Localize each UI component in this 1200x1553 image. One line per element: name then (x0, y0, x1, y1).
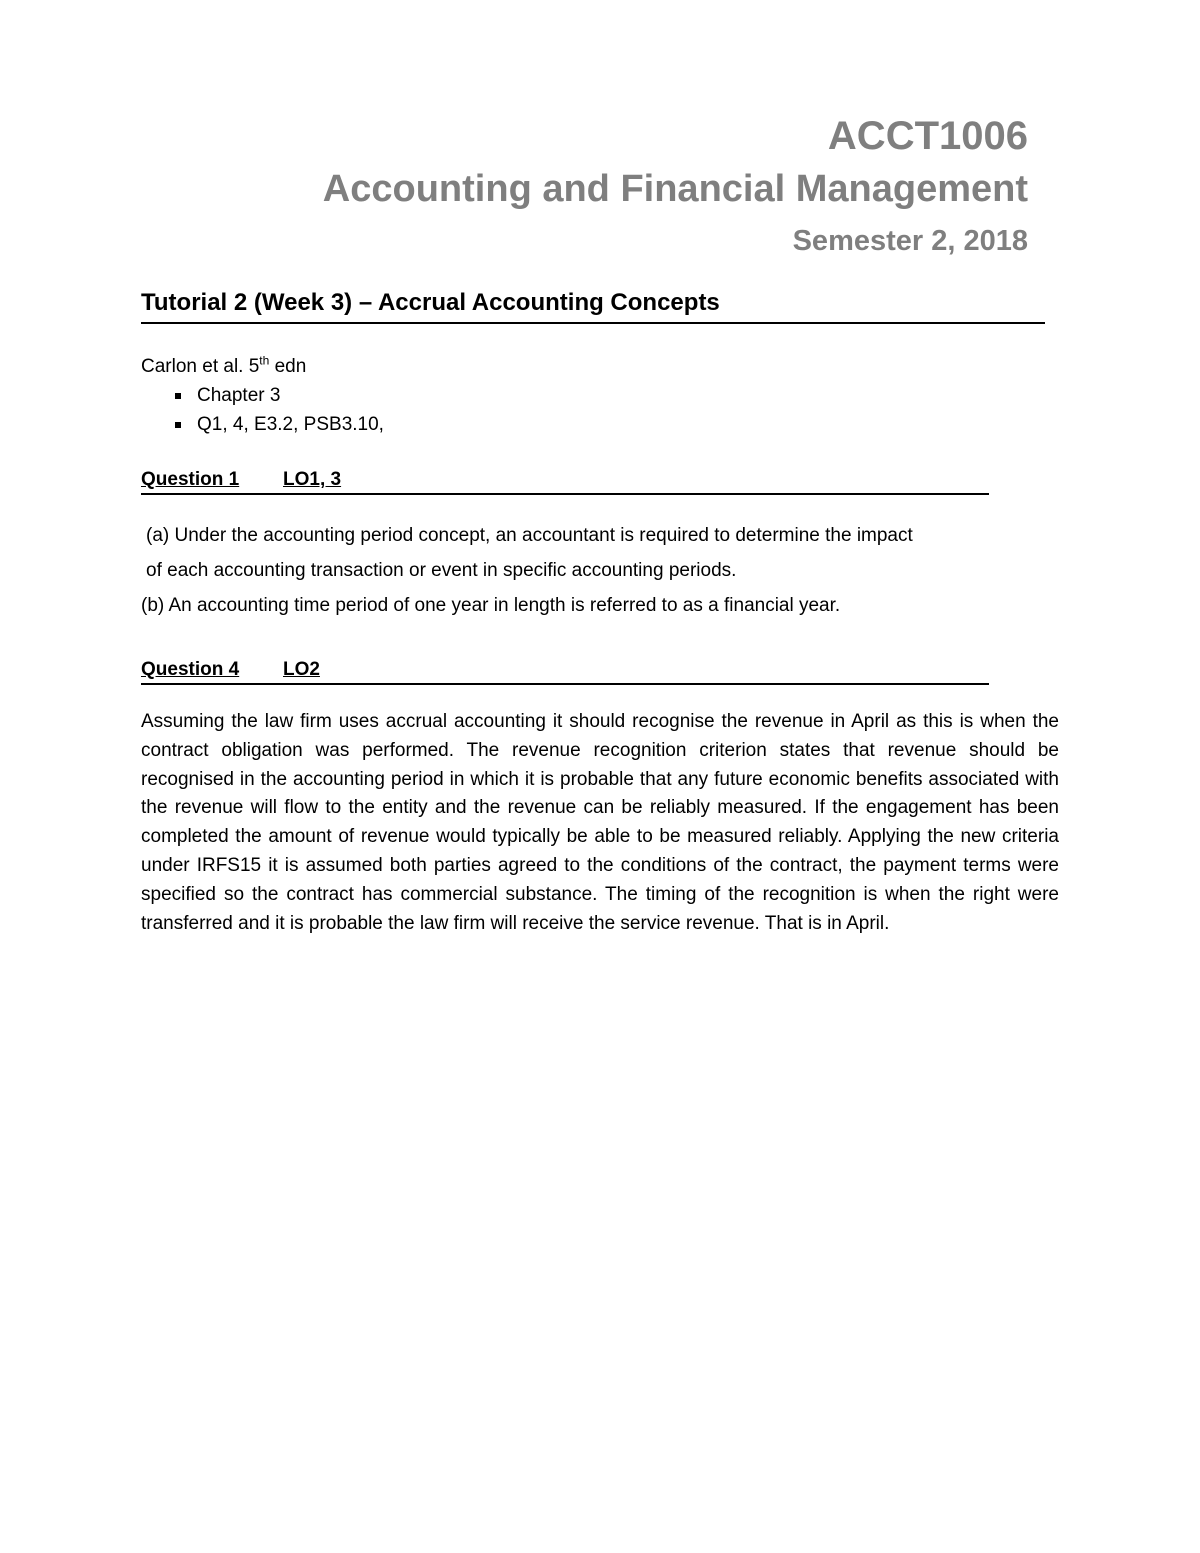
list-item (175, 381, 384, 410)
semester: Semester 2, 2018 (792, 225, 1028, 257)
list-item-text: Chapter 3 (197, 385, 281, 406)
list-item-text: Q1, 4, E3.2, PSB3.10, (197, 414, 384, 435)
document-header (323, 112, 1028, 264)
question-1-line-b: (b) An accounting time period of one year in length is referred to as a financial year. (141, 595, 841, 616)
question-1-label: Question 1 (141, 469, 240, 490)
bullet-icon (175, 422, 181, 428)
question-1-answer (141, 518, 1046, 623)
question-4-label: Question 4 (141, 659, 240, 680)
tutorial-title: Tutorial 2 (Week 3) – Accrual Accounting Concepts (141, 286, 1045, 324)
textbook-reference (141, 352, 306, 381)
textbook-items-list (175, 381, 384, 439)
question-1-line-a: (a) Under the accounting period concept, an accountant is required to determine the impact (146, 525, 913, 546)
question-1-lo: LO1, 3 (283, 469, 342, 490)
question-4-answer: Assuming the law firm uses accrual accounting it should recognise the revenue in April as this is when the contract obligation was performed. The revenue recognition criterion states that revenue should be recognised in the accounting period in which it is probable that any future economic benefits associated with the revenue will flow to the entity and the revenue can be reliably measured. If the engagement has been completed the amount of revenue would typically be able to be measured reliably. Applying the new criteria under IRFS15 it is assumed both parties agreed to the conditions of the contract, the payment terms were specified so the contract has commercial substance. The timing of the recognition is when the right were transferred and it is probable the law firm will receive the service revenue. That is in April. (141, 711, 1059, 934)
textbook-reference-prefix: Carlon et al. 5 (141, 356, 260, 377)
course-code: ACCT1006 (827, 114, 1028, 158)
question-4-heading (141, 658, 989, 685)
question-4-lo: LO2 (283, 659, 320, 680)
textbook-reference-sup: th (259, 353, 270, 368)
bullet-icon (175, 393, 181, 399)
course-title: Accounting and Financial Management (322, 168, 1028, 210)
list-item (175, 410, 384, 439)
question-1-heading (141, 468, 989, 495)
question-1-line-a-cont: of each accounting transaction or event in specific accounting periods. (146, 560, 737, 581)
textbook-reference-suffix: edn (269, 356, 307, 377)
